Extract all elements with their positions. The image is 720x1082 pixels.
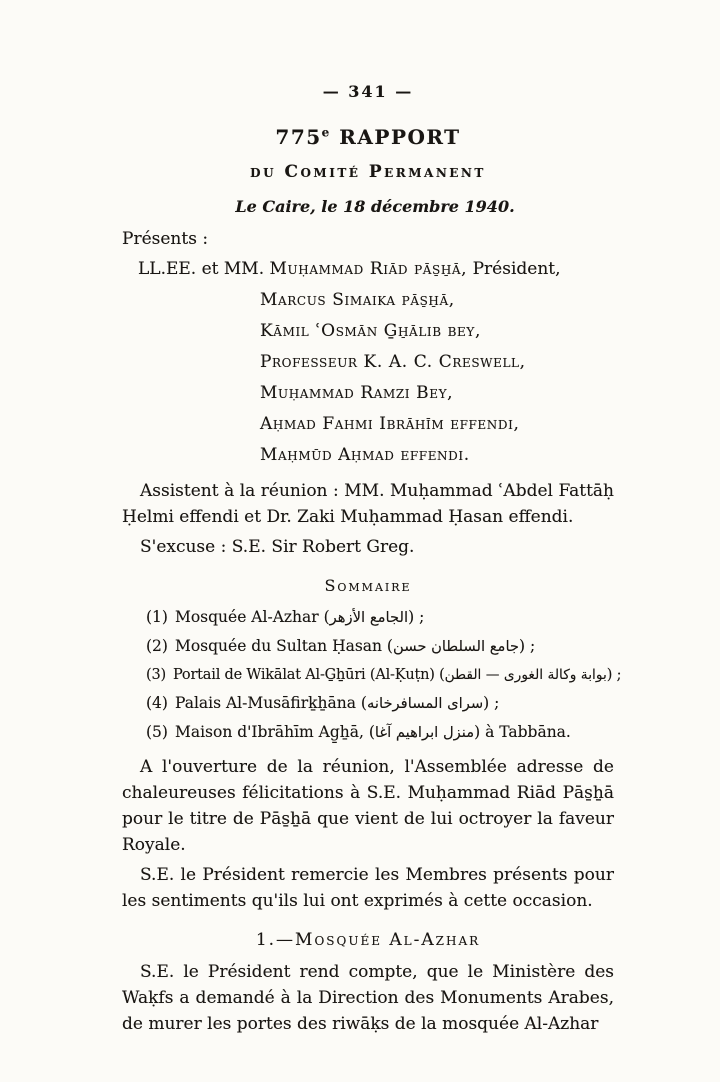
item-label: Mosquée Al-Azhar ( bbox=[174, 608, 330, 626]
dateline: Le Caire, le 18 décembre 1940. bbox=[235, 197, 515, 216]
attendee-line bbox=[122, 254, 614, 285]
attendee-role: Président, bbox=[467, 259, 561, 279]
attendee-name: Muḥammad Riād pās̱ẖā, bbox=[269, 259, 468, 279]
excuse-line: S'excuse : S.E. Sir Robert Greg. bbox=[140, 537, 415, 557]
item-arabic: بوابة وكالة الغورى — القطن bbox=[444, 667, 607, 683]
attendee-prefix: LL.EE. et MM. bbox=[138, 259, 270, 279]
attendee-name: Muḥammad Ramzi Bey, bbox=[260, 383, 454, 403]
sommaire-item bbox=[146, 661, 622, 689]
item-number: (1) bbox=[146, 608, 168, 626]
report-number-ordinal: e bbox=[321, 125, 331, 140]
report-subtitle: du Comité Permanent bbox=[250, 162, 486, 182]
item-label: Portail de Wikālat Al-G̱ẖūri (Al-Ḳuṭn) ( bbox=[172, 667, 445, 683]
assistent-paragraph: Assistent à la réunion : MM. Muḥammad ʿAbdel Fattāḥ Ḥelmi effendi et Dr. Zaki Muḥammad Ḥasan effendi. bbox=[122, 481, 614, 527]
item-number: (3) bbox=[146, 667, 166, 683]
paragraph-remerciements: S.E. le Président remercie les Membres présents pour les sentiments qu'ils lui ont exprimés à cette occasion. bbox=[122, 865, 614, 911]
attendee-line bbox=[122, 378, 614, 409]
attendee-name: Marcus Simaika pās̱ẖā, bbox=[260, 290, 455, 310]
attendee-line bbox=[122, 316, 614, 347]
attendee-name: Aḥmad Fahmi Ibrāhīm effendi, bbox=[260, 414, 520, 434]
sommaire-item bbox=[146, 603, 614, 632]
item-arabic: سراى المسافرخانه bbox=[366, 695, 484, 712]
item-tail: ) à Tabbāna. bbox=[474, 723, 571, 741]
item-arabic: الجامع الأزهر bbox=[329, 609, 409, 626]
attendee-name: Kāmil ʿOsmān G̱ẖālib bey, bbox=[260, 321, 481, 341]
item-number: (5) bbox=[146, 723, 168, 741]
presents-label: Présents : bbox=[122, 229, 209, 249]
sommaire-item bbox=[146, 718, 614, 747]
report-word: RAPPORT bbox=[330, 125, 461, 149]
sommaire-item bbox=[146, 689, 614, 718]
page-number: — 341 — bbox=[322, 82, 414, 101]
sommaire-list bbox=[122, 603, 622, 747]
attendee-name: Maḥmūd Aḥmad effendi. bbox=[260, 445, 470, 465]
item-tail: ) ; bbox=[519, 637, 536, 655]
item-tail: ) ; bbox=[408, 608, 425, 626]
item-label: Mosquée du Sultan Ḥasan ( bbox=[174, 637, 393, 655]
section-heading: 1.—Mosquée Al-Azhar bbox=[255, 930, 481, 950]
item-number: (2) bbox=[146, 637, 168, 655]
sommaire-item bbox=[146, 632, 614, 661]
paragraph-felicitations: A l'ouverture de la réunion, l'Assemblée adresse de chaleureuses félicitations à S.E. Muḥammad Riād Pās̱ẖā pour le titre de Pās̱ẖā que vient de lui octroyer la faveur Royale. bbox=[122, 757, 614, 855]
item-arabic: جامع السلطان حسن bbox=[392, 638, 520, 655]
attendee-line bbox=[122, 440, 614, 471]
item-tail: ) ; bbox=[606, 667, 622, 683]
attendees-list bbox=[122, 254, 614, 471]
item-label: Palais Al-Musāfirḵẖāna ( bbox=[174, 694, 367, 712]
report-number: 775 bbox=[275, 125, 322, 149]
attendee-name: Professeur K. A. C. Creswell, bbox=[260, 352, 526, 372]
item-number: (4) bbox=[146, 694, 168, 712]
sommaire-heading: Sommaire bbox=[324, 576, 412, 595]
attendee-line bbox=[122, 409, 614, 440]
item-tail: ) ; bbox=[483, 694, 500, 712]
paragraph-wakfs: S.E. le Président rend compte, que le Ministère des Waḳfs a demandé à la Direction des Monuments Arabes, de murer les portes des riwāḳs de la mosquée Al-Azhar bbox=[122, 962, 614, 1034]
item-label: Maison d'Ibrāhīm Ag̱ẖā, ( bbox=[174, 723, 375, 741]
attendee-line bbox=[122, 347, 614, 378]
item-arabic: منزل ابراهيم آغا bbox=[374, 724, 475, 741]
attendee-line bbox=[122, 285, 614, 316]
report-title bbox=[122, 125, 614, 149]
